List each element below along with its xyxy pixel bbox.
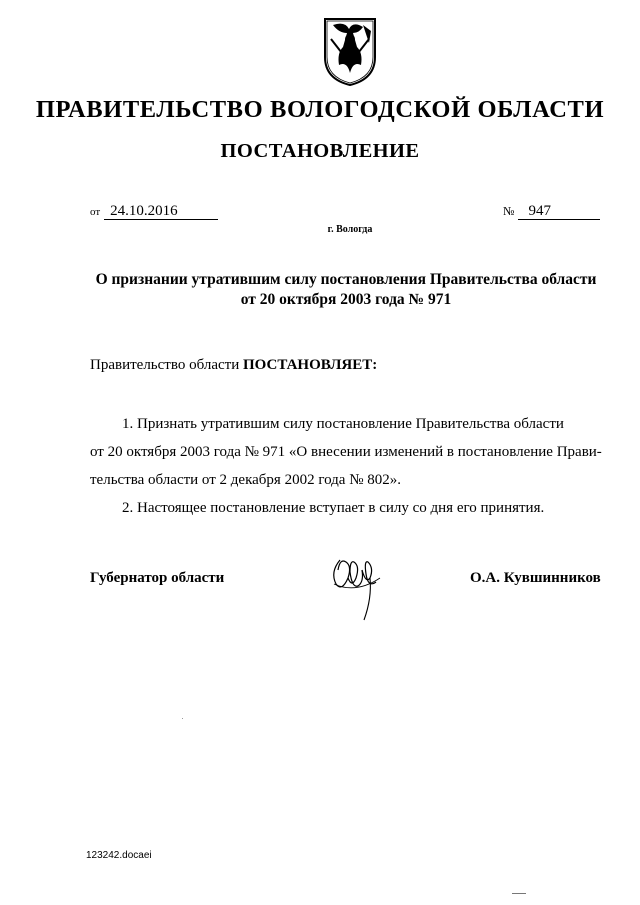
city: г. Вологда xyxy=(327,224,373,235)
handwritten-signature xyxy=(326,548,386,626)
document-subject xyxy=(0,270,640,310)
intro-bold: ПОСТАНОВЛЯЕТ: xyxy=(242,357,378,373)
scan-dot xyxy=(182,718,183,719)
signatory-name: О.А. Кувшинников xyxy=(470,570,601,586)
intro-regular: Правительство области xyxy=(90,357,243,373)
document-id: 123242.docaei xyxy=(86,850,152,861)
number-prefix: № xyxy=(503,204,515,218)
coat-of-arms-icon xyxy=(323,17,377,87)
clause-2: 2. Настоящее постановление вступает в силу со дня его принятия. xyxy=(122,500,545,516)
clause-1-line-1: 1. Признать утратившим силу постановление Правительства области xyxy=(122,416,564,432)
date-value: 24.10.2016 xyxy=(104,204,218,220)
clause-1-line-2: от 20 октября 2003 года № 971 «О внесении изменений в постановление Прави- xyxy=(90,444,602,460)
intro-statement xyxy=(90,357,377,374)
subject-line-1: О признании утратившим силу постановления Правительства области xyxy=(95,271,597,288)
scan-dash xyxy=(512,893,526,894)
clause-1-line-3: тельства области от 2 декабря 2002 года № 802». xyxy=(90,472,402,488)
date-prefix: от xyxy=(90,206,101,218)
subject-line-2: от 20 октября 2003 года № 971 xyxy=(240,291,452,308)
number-value: 947 xyxy=(518,204,600,220)
government-title: ПРАВИТЕЛЬСТВО ВОЛОГОДСКОЙ ОБЛАСТИ xyxy=(35,96,605,123)
document-date xyxy=(90,204,218,220)
document-number xyxy=(503,204,600,220)
signatory-role: Губернатор области xyxy=(90,570,225,586)
document-type: ПОСТАНОВЛЕНИЕ xyxy=(220,140,420,162)
document-body xyxy=(90,410,610,522)
